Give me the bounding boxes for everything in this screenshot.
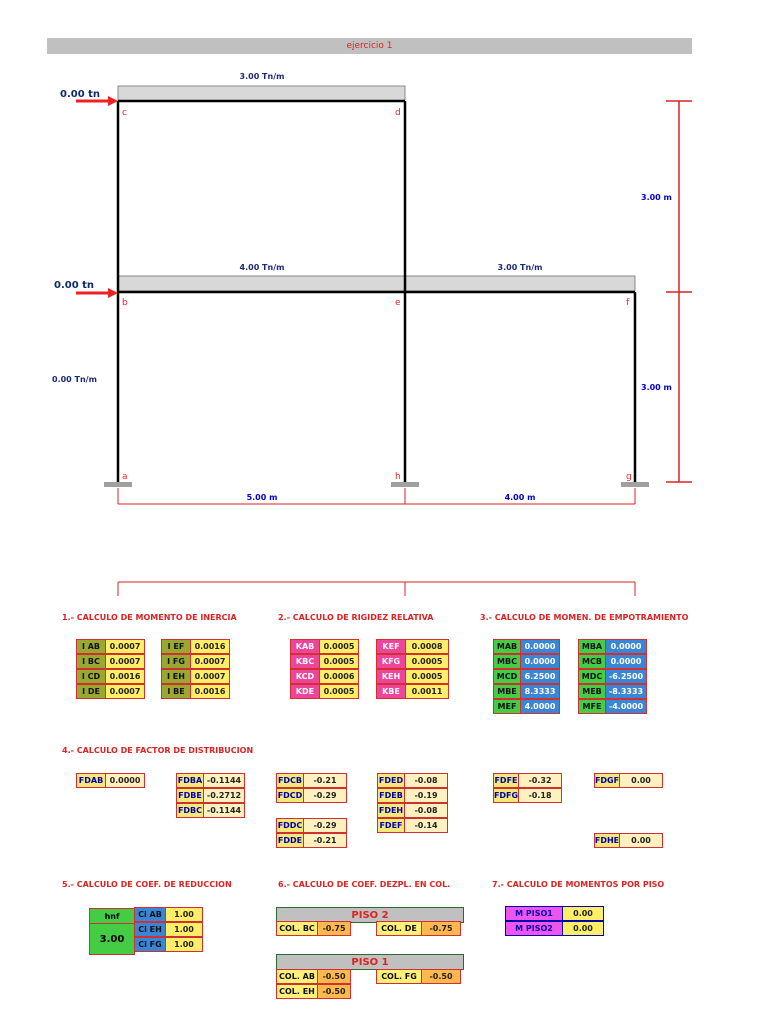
moment-value: 0.0000 <box>605 639 647 654</box>
moment-value: 0.0000 <box>605 654 647 669</box>
fd-label: FDDC <box>276 818 304 833</box>
fd-value: 0.00 <box>619 773 663 788</box>
rigidity-label: KFG <box>376 654 406 669</box>
mid-load-label-right: 3.00 Tn/m <box>497 263 543 272</box>
section-4-title: 4.- CALCULO DE FACTOR DE DISTRIBUCION <box>62 746 254 755</box>
reduction-value: 1.00 <box>165 922 203 937</box>
inertia-value: 0.0016 <box>105 669 145 684</box>
mid-load-box-right <box>405 276 635 291</box>
node-d: d <box>395 108 401 118</box>
piso-col-label: COL. DE <box>376 921 422 936</box>
node-f: f <box>626 298 630 308</box>
piso-col-value: -0.50 <box>317 984 351 999</box>
reduction-value: 1.00 <box>165 907 203 922</box>
mid-load-box-left <box>118 276 405 291</box>
moment-label: MDC <box>578 669 606 684</box>
reduction-value: 1.00 <box>165 937 203 952</box>
rigidity-value: 0.0008 <box>405 639 449 654</box>
moment-label: MAB <box>493 639 521 654</box>
rigidity-value: 0.0006 <box>319 669 359 684</box>
inertia-label: I AB <box>76 639 106 654</box>
fd-label: FDCD <box>276 788 304 803</box>
moment-label: MBA <box>578 639 606 654</box>
rigidity-value: 0.0005 <box>405 654 449 669</box>
inertia-label: I EH <box>161 669 191 684</box>
rigidity-label: KBE <box>376 684 406 699</box>
fd-value: -0.32 <box>518 773 562 788</box>
piso-col-label: COL. EH <box>276 984 318 999</box>
top-load-box <box>118 86 405 101</box>
moment-label: MCD <box>493 669 521 684</box>
moment-label: MCB <box>578 654 606 669</box>
node-e: e <box>395 298 401 308</box>
fd-label: FDGF <box>594 773 620 788</box>
hnf-header: hnf <box>89 908 135 924</box>
inertia-label: I BE <box>161 684 191 699</box>
node-c: c <box>122 108 127 118</box>
inertia-value: 0.0007 <box>105 639 145 654</box>
moment-label: MEF <box>493 699 521 714</box>
fd-value: -0.21 <box>303 833 347 848</box>
piso-col-label: COL. AB <box>276 969 318 984</box>
support-g <box>621 482 649 487</box>
dim-label-span-left: 5.00 m <box>246 493 278 502</box>
moment-value: -8.3333 <box>605 684 647 699</box>
floor-moment-value: 0.00 <box>562 921 604 936</box>
section-2-title: 2.- CALCULO DE RIGIDEZ RELATIVA <box>278 613 434 622</box>
reduction-label: Ci FG <box>134 937 166 952</box>
floor-moment-label: M PISO1 <box>505 906 563 921</box>
moment-label: MEB <box>578 684 606 699</box>
support-h <box>391 482 419 487</box>
inertia-value: 0.0016 <box>190 684 230 699</box>
rigidity-label: KEH <box>376 669 406 684</box>
section-7-title: 7.- CALCULO DE MOMENTOS POR PISO <box>492 880 665 889</box>
col-load-label: 0.00 Tn/m <box>52 375 97 384</box>
fd-value: -0.08 <box>404 773 448 788</box>
rigidity-value: 0.0005 <box>319 639 359 654</box>
rigidity-label: KBC <box>290 654 320 669</box>
piso-col-value: -0.50 <box>421 969 461 984</box>
fd-label: FDEB <box>377 788 405 803</box>
section-1-title: 1.- CALCULO DE MOMENTO DE INERCIA <box>62 613 237 622</box>
section-5-title: 5.- CALCULO DE COEF. DE REDUCCION <box>62 880 232 889</box>
dim-label-top: 3.00 m <box>641 193 672 202</box>
inertia-label: I EF <box>161 639 191 654</box>
inertia-label: I DE <box>76 684 106 699</box>
fd-label: FDBE <box>176 788 204 803</box>
rigidity-value: 0.0005 <box>405 669 449 684</box>
fd-value: -0.18 <box>518 788 562 803</box>
piso2-title: PISO 2 <box>276 907 464 923</box>
piso1-title: PISO 1 <box>276 954 464 970</box>
node-b: b <box>122 298 128 308</box>
fd-value: -0.1144 <box>203 803 245 818</box>
fd-label: FDFG <box>493 788 519 803</box>
piso-col-value: -0.50 <box>317 969 351 984</box>
moment-value: -4.0000 <box>605 699 647 714</box>
fd-label: FDFE <box>493 773 519 788</box>
moment-value: 6.2500 <box>520 669 560 684</box>
piso-col-value: -0.75 <box>317 921 351 936</box>
reduction-label: Ci EH <box>134 922 166 937</box>
fd-value: -0.08 <box>404 803 448 818</box>
inertia-value: 0.0007 <box>190 654 230 669</box>
piso-col-value: -0.75 <box>421 921 461 936</box>
fd-value: 0.0000 <box>105 773 145 788</box>
moment-value: 8.3333 <box>520 684 560 699</box>
inertia-label: I BC <box>76 654 106 669</box>
node-g: g <box>626 472 632 482</box>
rigidity-label: KEF <box>376 639 406 654</box>
fd-label: FDBC <box>176 803 204 818</box>
top-load-label: 3.00 Tn/m <box>239 72 285 81</box>
moment-value: 0.0000 <box>520 639 560 654</box>
section-6-title: 6.- CALCULO DE COEF. DEZPL. EN COL. <box>278 880 451 889</box>
fd-value: -0.1144 <box>203 773 245 788</box>
dim-label-span-right: 4.00 m <box>504 493 536 502</box>
fd-label: FDBA <box>176 773 204 788</box>
moment-value: -6.2500 <box>605 669 647 684</box>
piso-col-label: COL. BC <box>276 921 318 936</box>
moment-label: MBC <box>493 654 521 669</box>
force-label-mid: 0.00 tn <box>54 280 95 291</box>
inertia-label: I FG <box>161 654 191 669</box>
fd-value: -0.19 <box>404 788 448 803</box>
mid-load-label-left: 4.00 Tn/m <box>239 263 285 272</box>
inertia-label: I CD <box>76 669 106 684</box>
moment-label: MBE <box>493 684 521 699</box>
moment-value: 0.0000 <box>520 654 560 669</box>
inertia-value: 0.0007 <box>105 684 145 699</box>
node-a: a <box>122 472 128 482</box>
support-a <box>104 482 132 487</box>
floor-moment-value: 0.00 <box>562 906 604 921</box>
rigidity-label: KCD <box>290 669 320 684</box>
fd-value: -0.14 <box>404 818 448 833</box>
inertia-value: 0.0007 <box>105 654 145 669</box>
fd-value: -0.2712 <box>203 788 245 803</box>
rigidity-label: KDE <box>290 684 320 699</box>
fd-label: FDHE <box>594 833 620 848</box>
force-label-top: 0.00 tn <box>60 89 101 100</box>
fd-label: FDAB <box>76 773 106 788</box>
hnf-value: 3.00 <box>89 923 135 955</box>
fd-value: -0.29 <box>303 818 347 833</box>
inertia-value: 0.0007 <box>190 669 230 684</box>
floor-moment-label: M PISO2 <box>505 921 563 936</box>
section-3-title: 3.- CALCULO DE MOMEN. DE EMPOTRAMIENTO <box>480 613 689 622</box>
reduction-label: Ci AB <box>134 907 166 922</box>
fd-label: FDCB <box>276 773 304 788</box>
rigidity-value: 0.0011 <box>405 684 449 699</box>
fd-label: FDEH <box>377 803 405 818</box>
dim-label-bottom: 3.00 m <box>641 383 672 392</box>
fd-label: FDDE <box>276 833 304 848</box>
node-h: h <box>395 472 401 482</box>
moment-value: 4.0000 <box>520 699 560 714</box>
fd-value: 0.00 <box>619 833 663 848</box>
rigidity-label: KAB <box>290 639 320 654</box>
rigidity-value: 0.0005 <box>319 654 359 669</box>
rigidity-value: 0.0005 <box>319 684 359 699</box>
moment-label: MFE <box>578 699 606 714</box>
inertia-value: 0.0016 <box>190 639 230 654</box>
page-title: ejercicio 1 <box>346 41 393 51</box>
piso-col-label: COL. FG <box>376 969 422 984</box>
fd-value: -0.21 <box>303 773 347 788</box>
fd-label: FDEF <box>377 818 405 833</box>
fd-value: -0.29 <box>303 788 347 803</box>
fd-label: FDED <box>377 773 405 788</box>
